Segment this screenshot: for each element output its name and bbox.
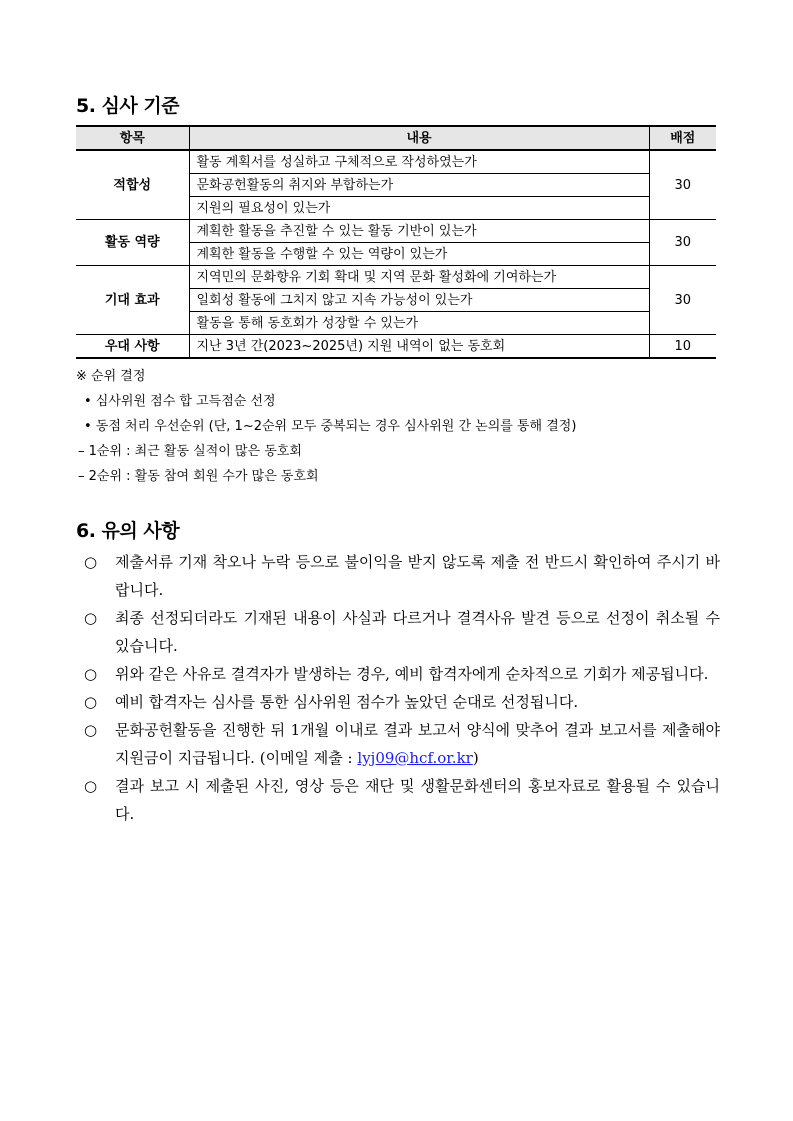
table-row — [76, 150, 716, 174]
score-cell: 30 — [649, 266, 716, 335]
list-item — [84, 604, 720, 660]
criteria-item: 활동을 통해 동호회가 성장할 수 있는가 — [189, 312, 649, 335]
list-item — [84, 688, 720, 716]
ranking-sub-item: – 1순위 : 최근 활동 실적이 많은 동호회 — [78, 444, 302, 459]
score-cell: 30 — [649, 150, 716, 220]
ranking-heading: ※ 순위 결정 — [76, 369, 146, 384]
circle-bullet-icon: ○ — [84, 693, 98, 711]
category-cell: 우대 사항 — [76, 335, 189, 359]
circle-bullet-icon: ○ — [84, 777, 98, 795]
evaluation-criteria-table — [76, 125, 716, 359]
category-cell: 적합성 — [76, 150, 189, 220]
list-item — [84, 772, 720, 828]
header-category: 항목 — [76, 126, 189, 150]
table-row — [76, 266, 716, 289]
caution-text: 최종 선정되더라도 기재된 내용이 사실과 다르거나 결격사유 발견 등으로 선정이 취소될 수 있습니다. — [115, 609, 720, 655]
category-cell: 기대 효과 — [76, 266, 189, 335]
criteria-item: 지역민의 문화향유 기회 확대 및 지역 문화 활성화에 기여하는가 — [189, 266, 649, 289]
criteria-item: 지난 3년 간(2023~2025년) 지원 내역이 없는 동호회 — [189, 335, 649, 359]
ranking-notes — [76, 368, 576, 493]
circle-bullet-icon: ○ — [84, 665, 98, 683]
list-item — [84, 716, 720, 772]
ranking-bullet: • 동점 처리 우선순위 (단, 1~2순위 모두 중복되는 경우 심사위원 간 논의를 통해 결정) — [84, 419, 577, 434]
criteria-item: 일회성 활동에 그치지 않고 지속 가능성이 있는가 — [189, 289, 649, 312]
circle-bullet-icon: ○ — [84, 553, 98, 571]
section-6-title: 6. 유의 사항 — [76, 520, 180, 542]
ranking-sub-item: – 2순위 : 활동 참여 회원 수가 많은 동호회 — [78, 469, 319, 484]
header-score: 배점 — [649, 126, 716, 150]
email-link[interactable]: lyj09@hcf.or.kr — [357, 749, 473, 767]
criteria-item: 활동 계획서를 성실하고 구체적으로 작성하였는가 — [189, 150, 649, 174]
caution-text: 결과 보고 시 제출된 사진, 영상 등은 재단 및 생활문화센터의 홍보자료로 활용될 수 있습니다. — [115, 777, 720, 823]
caution-list — [84, 548, 720, 828]
criteria-item: 문화공헌활동의 취지와 부합하는가 — [189, 174, 649, 197]
email-close-paren: ) — [472, 749, 479, 767]
caution-text: 위와 같은 사유로 결격자가 발생하는 경우, 예비 합격자에게 순차적으로 기회가 제공됩니다. — [115, 665, 709, 683]
criteria-item: 계획한 활동을 수행할 수 있는 역량이 있는가 — [189, 243, 649, 266]
score-cell: 30 — [649, 220, 716, 266]
criteria-item: 지원의 필요성이 있는가 — [189, 197, 649, 220]
circle-bullet-icon: ○ — [84, 721, 98, 739]
table-header-row — [76, 126, 716, 150]
table-row — [76, 335, 716, 359]
criteria-item: 계획한 활동을 추진할 수 있는 활동 기반이 있는가 — [189, 220, 649, 243]
header-content: 내용 — [189, 126, 649, 150]
circle-bullet-icon: ○ — [84, 609, 98, 627]
caution-text: 문화공헌활동을 진행한 뒤 1개월 이내로 결과 보고서 양식에 맞추어 결과 보고서를 제출해야 지원금이 지급됩니다. (이메일 제출 : — [115, 721, 720, 767]
section-5-title: 5. 심사 기준 — [76, 95, 180, 117]
category-cell: 활동 역량 — [76, 220, 189, 266]
ranking-bullet: • 심사위원 점수 합 고득점순 선정 — [84, 394, 276, 409]
list-item — [84, 660, 720, 688]
score-cell: 10 — [649, 335, 716, 359]
caution-text: 예비 합격자는 심사를 통한 심사위원 점수가 높았던 순대로 선정됩니다. — [115, 693, 579, 711]
list-item — [84, 548, 720, 604]
caution-text: 제출서류 기재 착오나 누락 등으로 불이익을 받지 않도록 제출 전 반드시 확인하여 주시기 바랍니다. — [115, 553, 720, 599]
table-row — [76, 220, 716, 243]
